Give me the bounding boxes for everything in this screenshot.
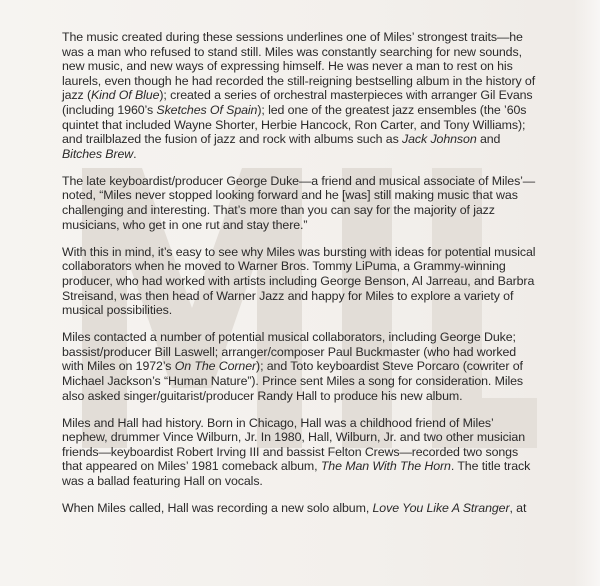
paragraph-text: Miles and Hall had history. Born in Chicago, Hall was a childhood friend of Miles’ nephew, drummer Vince Wilburn, Jr. In 1980, Hall, Wilburn, Jr. and two other musician friends—keyboardist Robert Irving III and bassist Felton Crews—recorded two songs that appeared on Miles’ 1981 comeback album,	[62, 415, 526, 474]
paragraph	[62, 30, 538, 161]
paragraph	[62, 416, 538, 489]
paragraph-text: ); and Toto keyboardist Steve Porcaro (cowriter of Michael Jackson’s “Human Nature”). Prince sent Miles a song for consideration. Miles also asked singer/guitarist/producer Randy Hall to produce his new album.	[62, 359, 524, 403]
paragraph-text: .	[133, 146, 137, 161]
paragraph-text: The late keyboardist/producer George Duke—a friend and musical associate of Miles’—noted, “Miles never stopped looking forward and he [was] still making music that was challenging and interesting. That’s more than you can say for the majority of jazz musicians, who get in one rut and stay there.”	[62, 173, 536, 232]
paragraph	[62, 174, 538, 232]
paragraph	[62, 330, 538, 403]
paragraph-text: The music created during these sessions underlines one of Miles’ strongest traits—he was a man who refused to stand still. Miles was constantly searching for new sounds, new music, and new ways of expressing himself. He was never a man to rest on his laurels, even though he had recorded the still-reigning bestselling album in the history of jazz (	[62, 30, 536, 103]
paragraph	[62, 245, 538, 318]
italic-title-text: Kind Of Blue	[91, 88, 160, 103]
italic-title-text: Love You Like A Stranger	[372, 501, 510, 516]
italic-title-text: Sketches Of Spain	[156, 102, 258, 117]
paragraph-text: , at	[509, 501, 527, 516]
italic-title-text: Bitches Brew	[62, 146, 134, 161]
paragraph-text: ); led one of the greatest jazz ensembles (the ’60s quintet that included Wayne Shorter, Herbie Hancock, Ron Carter, and Tony Williams); and trailblazed the fusion of jazz and rock with albums such as	[62, 102, 527, 147]
page-edge	[572, 0, 600, 586]
paragraph-text: ); created a series of orchestral masterpieces with arranger Gil Evans (including 1960’s	[62, 88, 533, 117]
paragraph-text: . The title track was a ballad featuring Hall on vocals.	[62, 459, 531, 489]
italic-title-text: The Man With The Horn	[320, 459, 451, 474]
italic-title-text: On The Corner	[174, 359, 257, 374]
paragraph-text: and	[476, 132, 501, 147]
paragraph-text: Miles contacted a number of potential musical collaborators, including George Duke; bassist/producer Bill Laswell; arranger/composer Paul Buckmaster (who had worked with Miles on 1972’s	[62, 330, 517, 374]
article-body	[62, 30, 538, 528]
italic-title-text: Jack Johnson	[402, 132, 477, 147]
paragraph-text: With this in mind, it’s easy to see why Miles was bursting with ideas for potential musical collaborators when he moved to Warner Bros. Tommy LiPuma, a Grammy-winning producer, who had worked with artists including George Benson, Al Jarreau, and Barbra Streisand, was then head of Warner Jazz and happy for Miles to explore a variety of musical possibilities.	[62, 244, 536, 318]
paragraph-text: When Miles called, Hall was recording a new solo album,	[62, 501, 373, 516]
paragraph	[62, 501, 538, 516]
